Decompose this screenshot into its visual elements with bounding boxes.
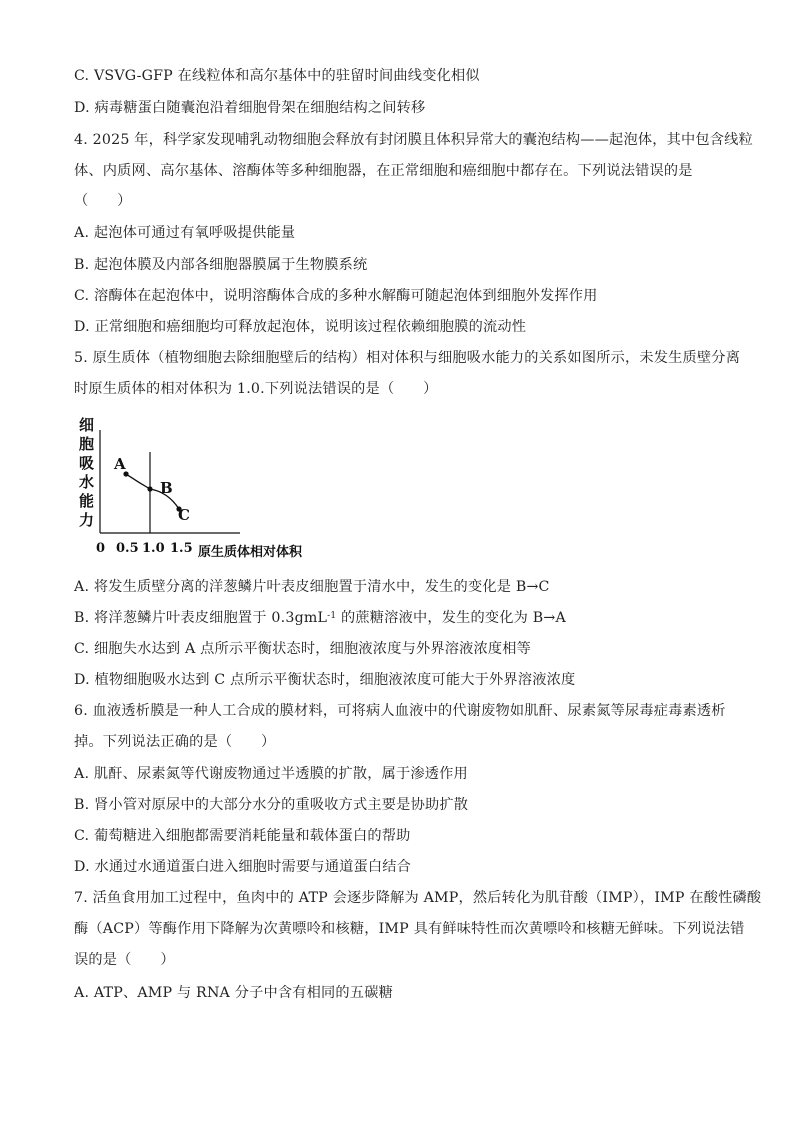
option-b: B. 肾小管对原尿中的大部分水分的重吸收方式主要是协助扩散: [74, 797, 469, 813]
option-a: A. 起泡体可通过有氧呼吸提供能量: [74, 225, 296, 241]
y-label-char: 能: [79, 492, 95, 510]
y-label-char: 水: [79, 473, 95, 491]
text-line: 酶（ACP）等酶作用下降解为次黄嘌呤和核糖，IMP 具有鲜味特性而次黄嘌呤和核糖无鲜味。下列说法错: [74, 921, 745, 937]
text-span: B. 将洋葱鳞片叶表皮细胞置于 0.3gmL: [74, 610, 328, 626]
option-c: C. 葡萄糖进入细胞都需要消耗能量和载体蛋白的帮助: [74, 828, 411, 844]
text-line: 掉。下列说法正确的是（ ）: [74, 734, 276, 750]
x-tick-label: 1.0: [142, 541, 165, 556]
text-line: 时原生质体的相对体积为 1.0.下列说法错误的是（ ）: [74, 381, 438, 397]
x-tick-label: 0.5: [116, 541, 139, 556]
option-c: C. 细胞失水达到 A 点所示平衡状态时，细胞液浓度与外界溶液浓度相等: [74, 641, 532, 657]
text-line: D. 病毒糖蛋白随囊泡沿着细胞骨架在细胞结构之间转移: [74, 100, 426, 116]
question-5: 5. 原生质体（植物细胞去除细胞壁后的结构）相对体积与细胞吸水能力的关系如图所示，未发生质壁分离: [74, 350, 741, 366]
text-line: C. VSVG-GFP 在线粒体和高尔基体中的驻留时间曲线变化相似: [74, 68, 480, 84]
answer-bracket: （ ）: [74, 193, 132, 209]
option-a: A. ATP、AMP 与 RNA 分子中含有相同的五碳糖: [74, 985, 393, 1001]
question-7: 7. 活鱼食用加工过程中，鱼肉中的 ATP 会逐步降解为 AMP，然后转化为肌苷酸（IMP），IMP 在酸性磷酸: [74, 890, 762, 906]
volume-absorption-graph: [76, 408, 346, 568]
option-b: [74, 608, 724, 628]
text-span: 的蔗糖溶液中，发生的变化为 B→A: [336, 610, 566, 626]
text-line: 体、内质网、高尔基体、溶酶体等多种细胞器，在正常细胞和癌细胞中都存在。下列说法错误的是: [74, 163, 693, 179]
option-d: D. 正常细胞和癌细胞均可释放起泡体，说明该过程依赖细胞膜的流动性: [74, 319, 527, 335]
label-b: B: [160, 479, 173, 497]
y-label-char: 力: [79, 511, 95, 529]
x-tick-label: 1.5: [170, 541, 193, 556]
option-c: C. 溶酶体在起泡体中，说明溶酶体合成的多种水解酶可随起泡体到细胞外发挥作用: [74, 288, 598, 304]
question-4: 4. 2025 年，科学家发现哺乳动物细胞会释放有封闭膜且体积异常大的囊泡结构——起泡体，其中包含线粒: [74, 132, 753, 148]
x-axis-label: 原生质体相对体积: [198, 545, 303, 560]
option-a: A. 肌酐、尿素氮等代谢废物通过半透膜的扩散，属于渗透作用: [74, 766, 468, 782]
option-a: A. 将发生质壁分离的洋葱鳞片叶表皮细胞置于清水中，发生的变化是 B→C: [74, 579, 550, 595]
text-line: 误的是（ ）: [74, 952, 175, 968]
y-axis-label: [79, 416, 94, 529]
y-label-char: 吸: [79, 454, 95, 472]
y-label-char: 细: [79, 416, 95, 434]
option-d: D. 植物细胞吸水达到 C 点所示平衡状态时，细胞液浓度可能大于外界溶液浓度: [74, 672, 576, 688]
point-b: [147, 486, 152, 491]
origin-label: 0: [96, 541, 106, 556]
y-label-char: 胞: [79, 435, 95, 453]
superscript: -1: [327, 611, 337, 621]
option-b: B. 起泡体膜及内部各细胞器膜属于生物膜系统: [74, 257, 368, 273]
label-a: A: [114, 455, 126, 473]
option-d: D. 水通过水通道蛋白进入细胞时需要与通道蛋白结合: [74, 859, 412, 875]
label-c: C: [178, 506, 190, 524]
question-6: 6. 血液透析膜是一种人工合成的膜材料，可将病人血液中的代谢废物如肌酐、尿素氮等尿毒症毒素透析: [74, 703, 726, 719]
